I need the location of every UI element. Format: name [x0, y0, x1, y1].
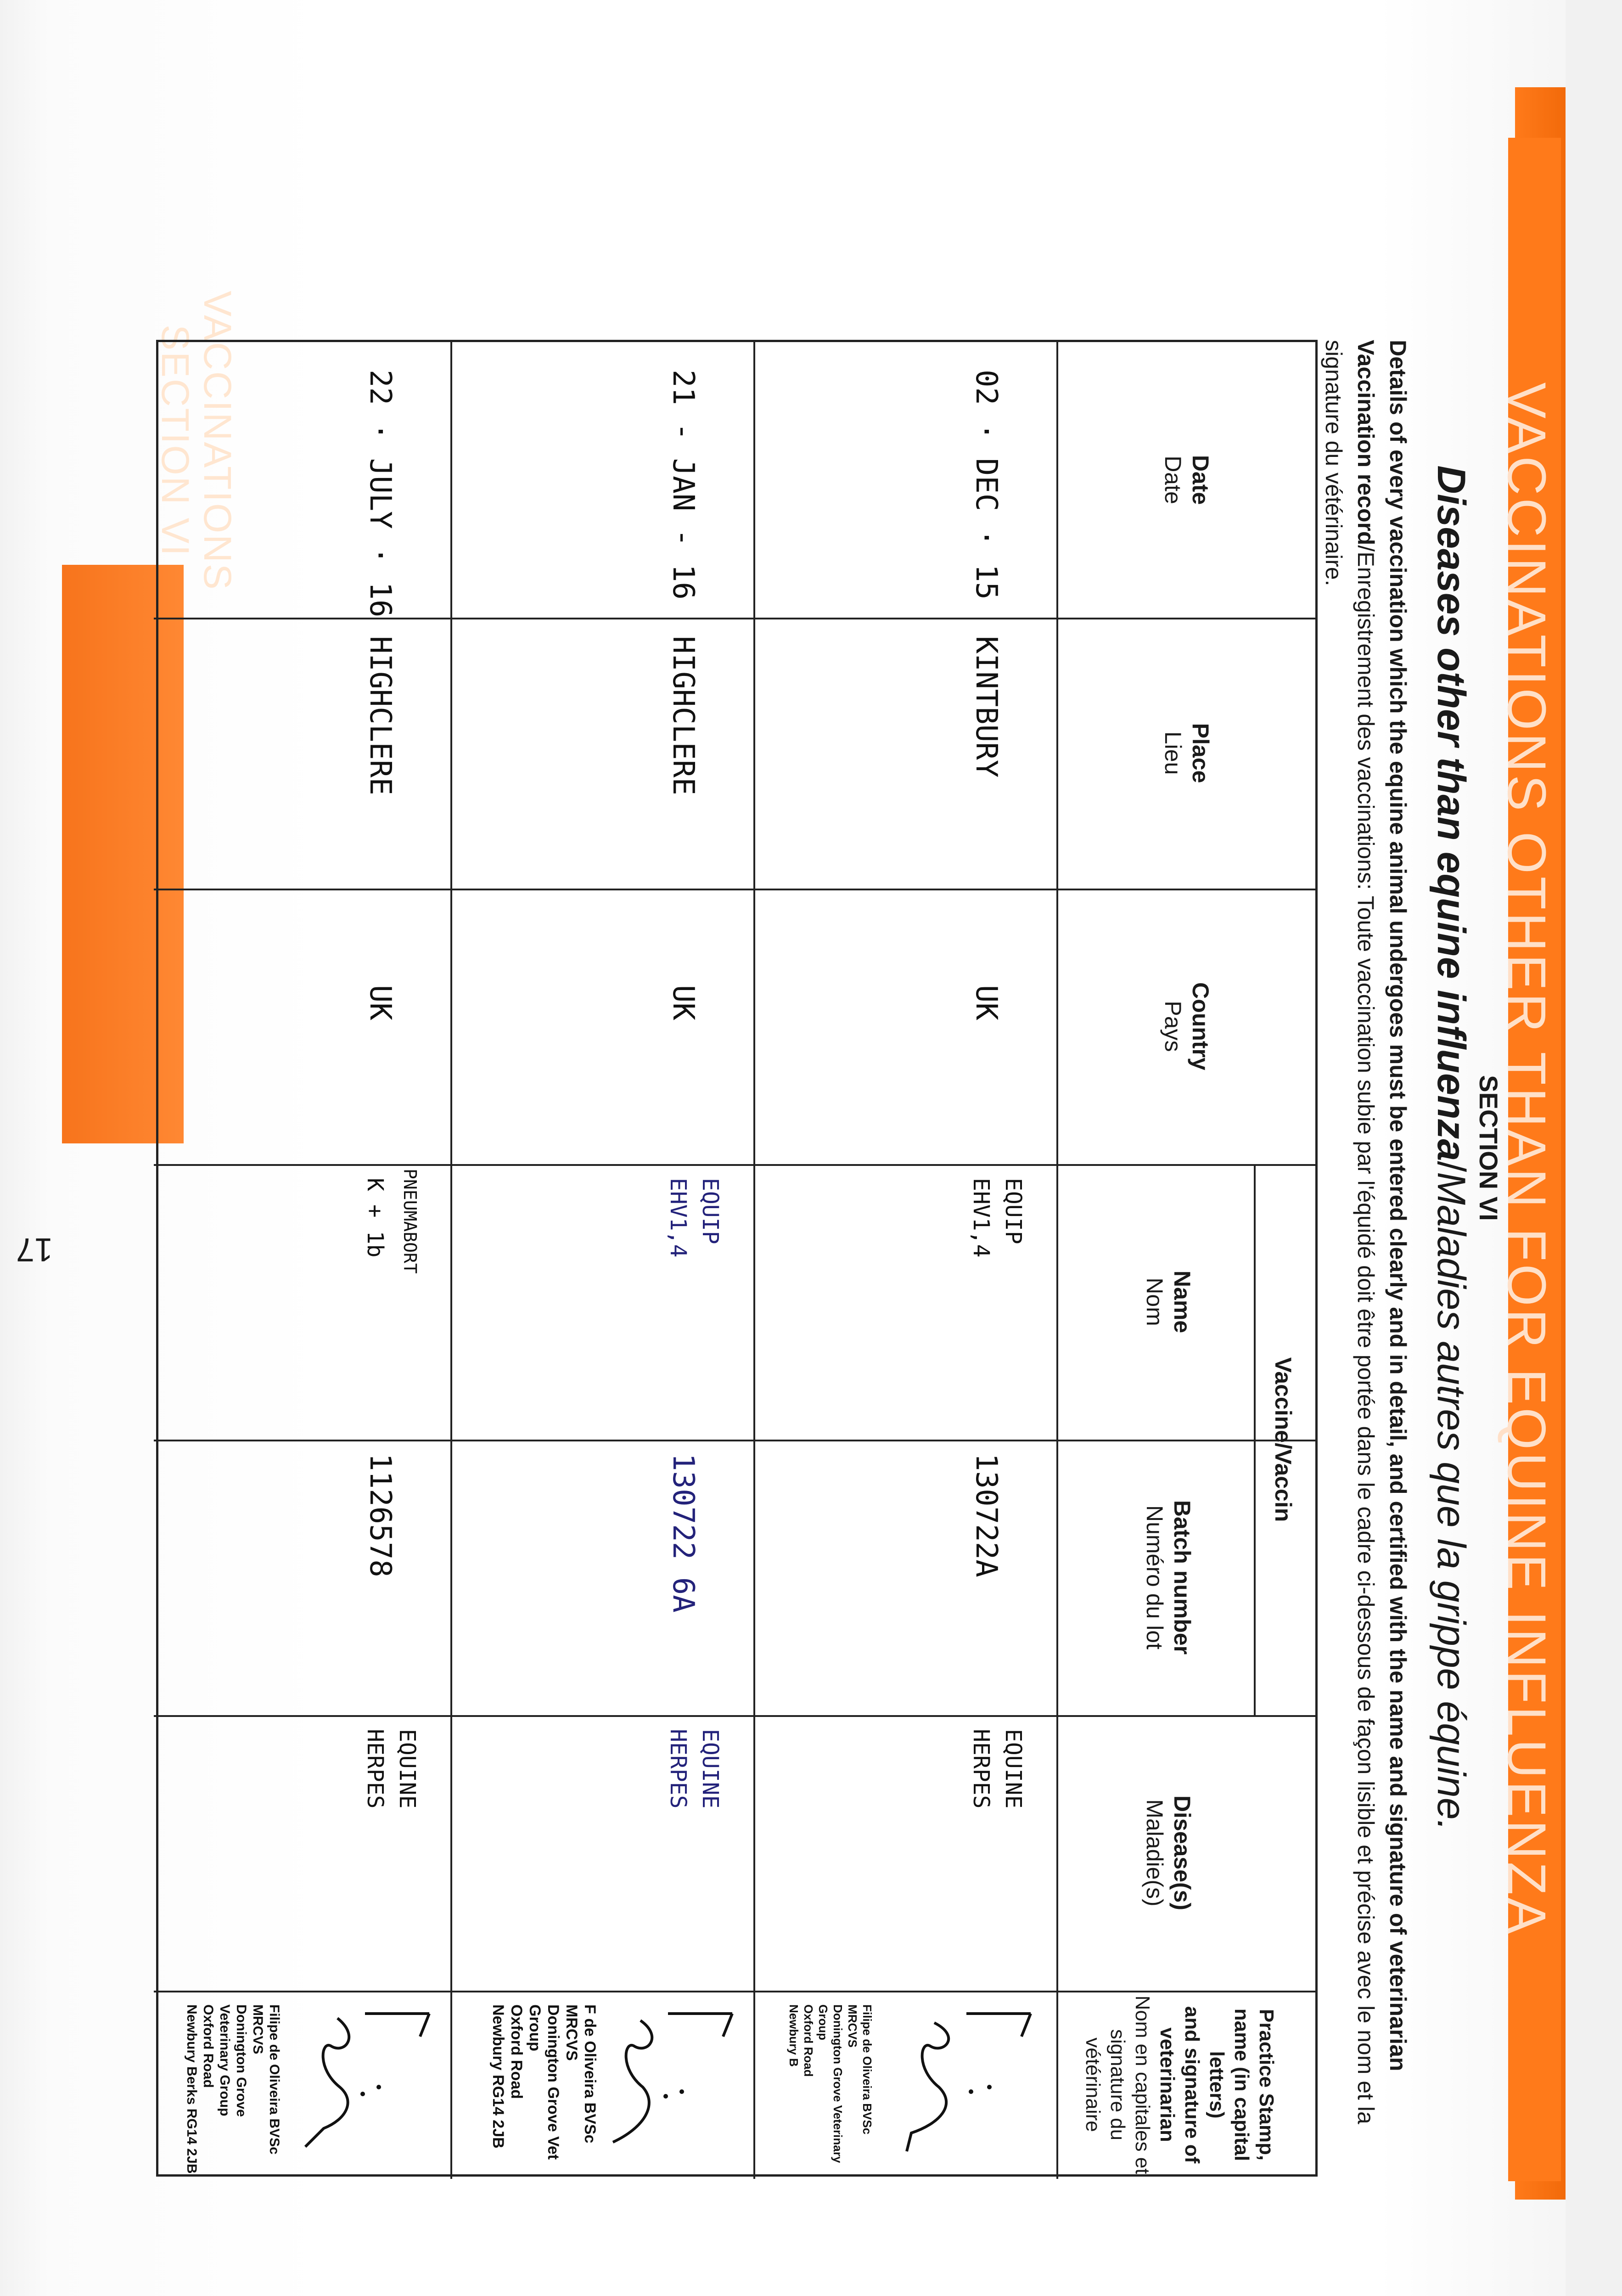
row2-place: HIGHCLERE	[666, 636, 700, 795]
row1-place: KINTBURY	[969, 636, 1003, 778]
page-edge-shadow	[1566, 0, 1622, 2296]
row3-vaccine-name-line2: K + 1b	[362, 1178, 388, 1258]
row2-date: 21 - JAN - 16	[666, 370, 700, 600]
row3-vaccine-name-line1: PNEUMABORT	[400, 1169, 420, 1274]
row2-disease-line1: EQUINE	[697, 1729, 723, 1809]
intro-french: /Enregistrement des vaccinations: Toute vaccination subie par l'équidé doit être portée dans le cadre ci-dessous de façon lisible et précise avec le nom et la signature du vétérinaire.	[1321, 340, 1379, 2124]
row1-vaccine-name-line1: EQUIP	[1000, 1178, 1026, 1244]
header-batch-number: Batch number Numéro du lot	[1142, 1500, 1195, 1655]
col-divider	[154, 889, 1315, 890]
row1-date: 02 · DEC · 15	[969, 370, 1003, 600]
row1-batch-number: 130722A	[969, 1453, 1003, 1577]
page-title	[1428, 92, 1474, 2204]
title-english: Diseases other than equine influenza	[1429, 465, 1473, 1161]
section-label: SECTION VI	[1474, 1075, 1503, 1221]
vaccination-table	[156, 340, 1318, 2177]
rotated-form	[92, 92, 1561, 2204]
header-name: Name Nom	[1142, 1270, 1195, 1334]
header-disease: Disease(s) Maladie(s)	[1142, 1795, 1195, 1911]
side-tab-line2: SECTION VI	[154, 324, 197, 557]
row2-vaccine-name-line1: EQUIP	[697, 1178, 723, 1244]
row2-vaccine-name-line2: EHV1,4	[665, 1178, 691, 1258]
side-tab-line1: VACCINATIONS	[196, 291, 239, 591]
intro-paragraph	[1318, 340, 1414, 2181]
row2-vet-stamp: F de Oliveira BVSc MRCVS Donington Grove Vet Group Oxford Road Newbury RG14 2JB	[489, 2004, 599, 2160]
header-place: Place Lieu	[1160, 723, 1213, 783]
row2-vet-signature	[599, 1995, 746, 2170]
row3-country: UK	[363, 985, 397, 1021]
intro-english: Details of every vaccination which the equine animal undergoes must be entered clearly and in detail, and certified with the name and signature of veterinarian	[1385, 340, 1411, 2071]
top-banner-text: VACCINATIONS OTHER THAN FOR EQUINE INFLUENZA	[1496, 382, 1557, 1937]
row1-vaccine-name-line2: EHV1,4	[968, 1178, 994, 1258]
row3-place: HIGHCLERE	[363, 636, 397, 795]
row3-batch-number: 1126578	[363, 1453, 397, 1577]
header-country: Country Pays	[1160, 982, 1213, 1070]
header-vaccine-group: Vaccine/Vaccin	[1270, 1357, 1296, 1522]
title-french: Maladies autres que la grippe équine.	[1429, 1172, 1473, 1831]
header-date: Date Date	[1160, 455, 1213, 505]
row2-country: UK	[666, 985, 700, 1021]
row2-batch-number: 130722 6A	[666, 1453, 700, 1613]
col-divider	[154, 618, 1315, 619]
title-separator: /	[1429, 1161, 1473, 1172]
row3-disease-line2: HERPES	[362, 1729, 388, 1809]
row2-disease-line2: HERPES	[665, 1729, 691, 1809]
row-divider	[450, 342, 452, 2179]
row3-vet-signature	[292, 1995, 443, 2170]
header-vet-stamp: Practice Stamp, name (in capital letters) and signature of veterinarian Nom en capitales et signature du vétérinaire	[1082, 1995, 1278, 2174]
row1-vet-stamp: Filipe de Oliveira BVSc MRCVS Donington Grove Veterinary Group Oxford Road Newbury B	[787, 2004, 874, 2163]
row1-disease-line2: HERPES	[968, 1729, 994, 1809]
vaccine-group-divider	[1254, 1164, 1256, 1715]
intro-record-label: Vaccination record	[1353, 340, 1379, 546]
top-banner	[1496, 138, 1561, 2181]
row1-disease-line1: EQUINE	[1000, 1729, 1026, 1809]
row3-vet-stamp: Filipe de Oliveira BVSc MRCVS Donington Grove Veterinary Group Oxford Road Newbury Berks RG14 2JB	[184, 2004, 282, 2174]
row-divider	[753, 342, 755, 2179]
header-bottom-rule	[1056, 342, 1058, 2179]
row1-vet-signature	[884, 1995, 1049, 2170]
row3-date: 22 · JULY · 16	[363, 370, 397, 618]
row1-country: UK	[969, 985, 1003, 1021]
row3-disease-line1: EQUINE	[394, 1729, 420, 1809]
page-number: 17	[16, 1231, 53, 1268]
